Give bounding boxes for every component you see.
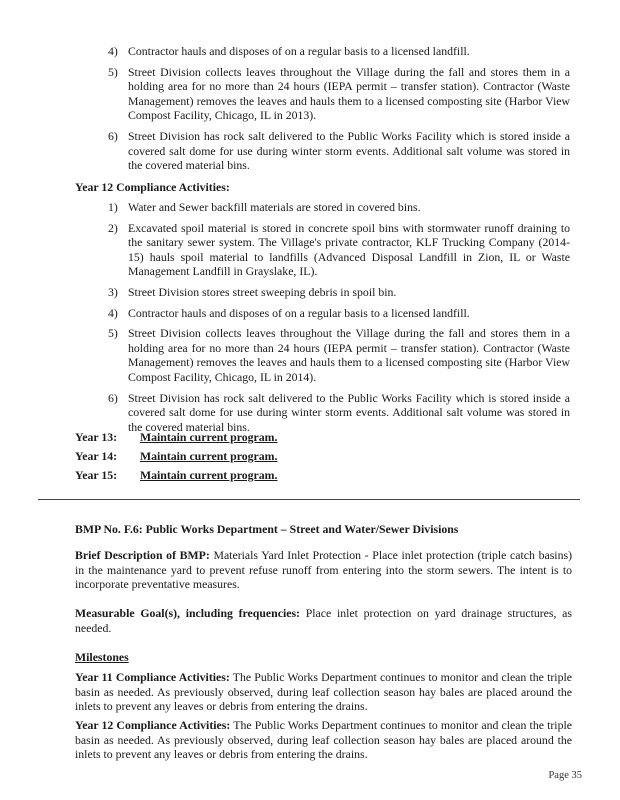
year15-line	[75, 468, 277, 483]
measurable-goals-label: Measurable Goal(s), including frequencies:	[75, 606, 300, 620]
list-item	[100, 65, 570, 123]
brief-description-text: Materials Yard Inlet Protection - Place inlet protection (triple catch basins) in the maintenance yard to prevent refuse runoff from entering into the storm sewers. The intent is to incorporate preventative measures.	[75, 548, 572, 592]
year13-line	[75, 430, 277, 445]
year11-activities-text: The Public Works Department continues to monitor and clean the triple basin as needed. As previously observed, during leaf collection season hay bales are placed around the inlets to prevent any leaves or debris from entering the drains.	[75, 670, 572, 714]
year-value: Maintain current program.	[139, 449, 278, 463]
measurable-goals-text: Place inlet protection on yard drainage structures, as needed.	[75, 606, 572, 635]
list-item-number: 6)	[108, 128, 118, 143]
list-item-text: Street Division has rock salt delivered to the Public Works Facility which is stored inside a covered salt dome for use during winter storm events. Additional salt volume was stored in the covered material bins.	[128, 128, 570, 173]
measurable-goals	[75, 606, 572, 635]
list-item-text: Water and Sewer backfill materials are stored in covered bins.	[128, 200, 421, 214]
year-value: Maintain current program.	[139, 468, 278, 482]
year12-activities-text: The Public Works Department continues to monitor and clean the triple basin as needed. As previously observed, during leaf collection season hay bales are placed around the inlets to prevent any leaves or debris from entering the drains.	[75, 718, 572, 762]
year11-activities	[75, 670, 572, 714]
list-item	[100, 285, 570, 300]
bmp-title	[75, 522, 572, 537]
list-item-text: Street Division stores street sweeping debris in spoil bin.	[128, 284, 397, 299]
year11-activities-label: Year 11 Compliance Activities:	[75, 670, 230, 684]
year-label: Year 13:	[75, 430, 118, 444]
list-item-text: Contractor hauls and disposes of on a regular basis to a licensed landfill.	[128, 305, 470, 320]
year-label: Year 14:	[75, 449, 118, 463]
list-item	[100, 129, 570, 173]
list-item-number: 5)	[108, 326, 118, 341]
page-number: Page 35	[548, 770, 582, 781]
list-item-number: 3)	[108, 284, 118, 299]
section-divider	[38, 499, 580, 500]
list-item-number: 4)	[108, 305, 118, 320]
milestones-heading: Milestones	[75, 650, 129, 664]
year12-heading: Year 12 Compliance Activities:	[75, 180, 230, 194]
list-item-text: Street Division collects leaves throughout the Village during the fall and stores them in a holding area for no more than 24 hours (IEPA permit – transfer station). Contractor (Waste Management) removes the leaves and hauls them to a licensed composting site (Harbor View Compost Facility, Chicago, IL in 2014).	[128, 326, 570, 384]
compliance-list-year11	[100, 44, 570, 179]
year14-line	[75, 449, 277, 464]
year-label: Year 15:	[75, 468, 118, 482]
list-item-text: Street Division has rock salt delivered to the Public Works Facility which is stored inside a covered salt dome for use during winter storm events. Additional salt volume was stored in the covered material bins.	[128, 390, 570, 434]
bmp-title-text: BMP No. F.6: Public Works Department – Street and Water/Sewer Divisions	[75, 522, 459, 536]
year-value: Maintain current program.	[139, 430, 278, 444]
list-item	[100, 44, 570, 59]
year12-activities-label: Year 12 Compliance Activities:	[75, 718, 231, 732]
brief-description-label: Brief Description of BMP:	[75, 548, 210, 562]
list-item-text: Excavated spoil material is stored in concrete spoil bins with stormwater runoff draining to the sanitary sewer system. The Village's private contractor, KLF Trucking Company (2014-15) hauls spoil material to landfills (Advanced Disposal Landfill in Zion, IL or Waste Management Landfill in Grayslake, IL).	[128, 220, 570, 279]
list-item	[100, 200, 570, 215]
list-item	[100, 326, 570, 384]
list-item-text: Street Division collects leaves throughout the Village during the fall and stores them in a holding area for no more than 24 hours (IEPA permit – transfer station). Contractor (Waste Management) removes the leaves and hauls them to a licensed composting site (Harbor View Compost Facility, Chicago, IL in 2013).	[128, 64, 570, 123]
compliance-list-year12	[100, 200, 570, 440]
list-item-number: 1)	[108, 200, 118, 214]
list-item-number: 2)	[108, 220, 118, 235]
year12-activities	[75, 718, 572, 762]
list-item-number: 5)	[108, 64, 118, 79]
list-item-number: 6)	[108, 390, 118, 405]
list-item-text: Contractor hauls and disposes of on a regular basis to a licensed landfill.	[128, 44, 470, 58]
brief-description	[75, 548, 572, 592]
list-item	[100, 221, 570, 279]
list-item-number: 4)	[108, 44, 118, 58]
list-item	[100, 391, 570, 435]
list-item	[100, 306, 570, 321]
